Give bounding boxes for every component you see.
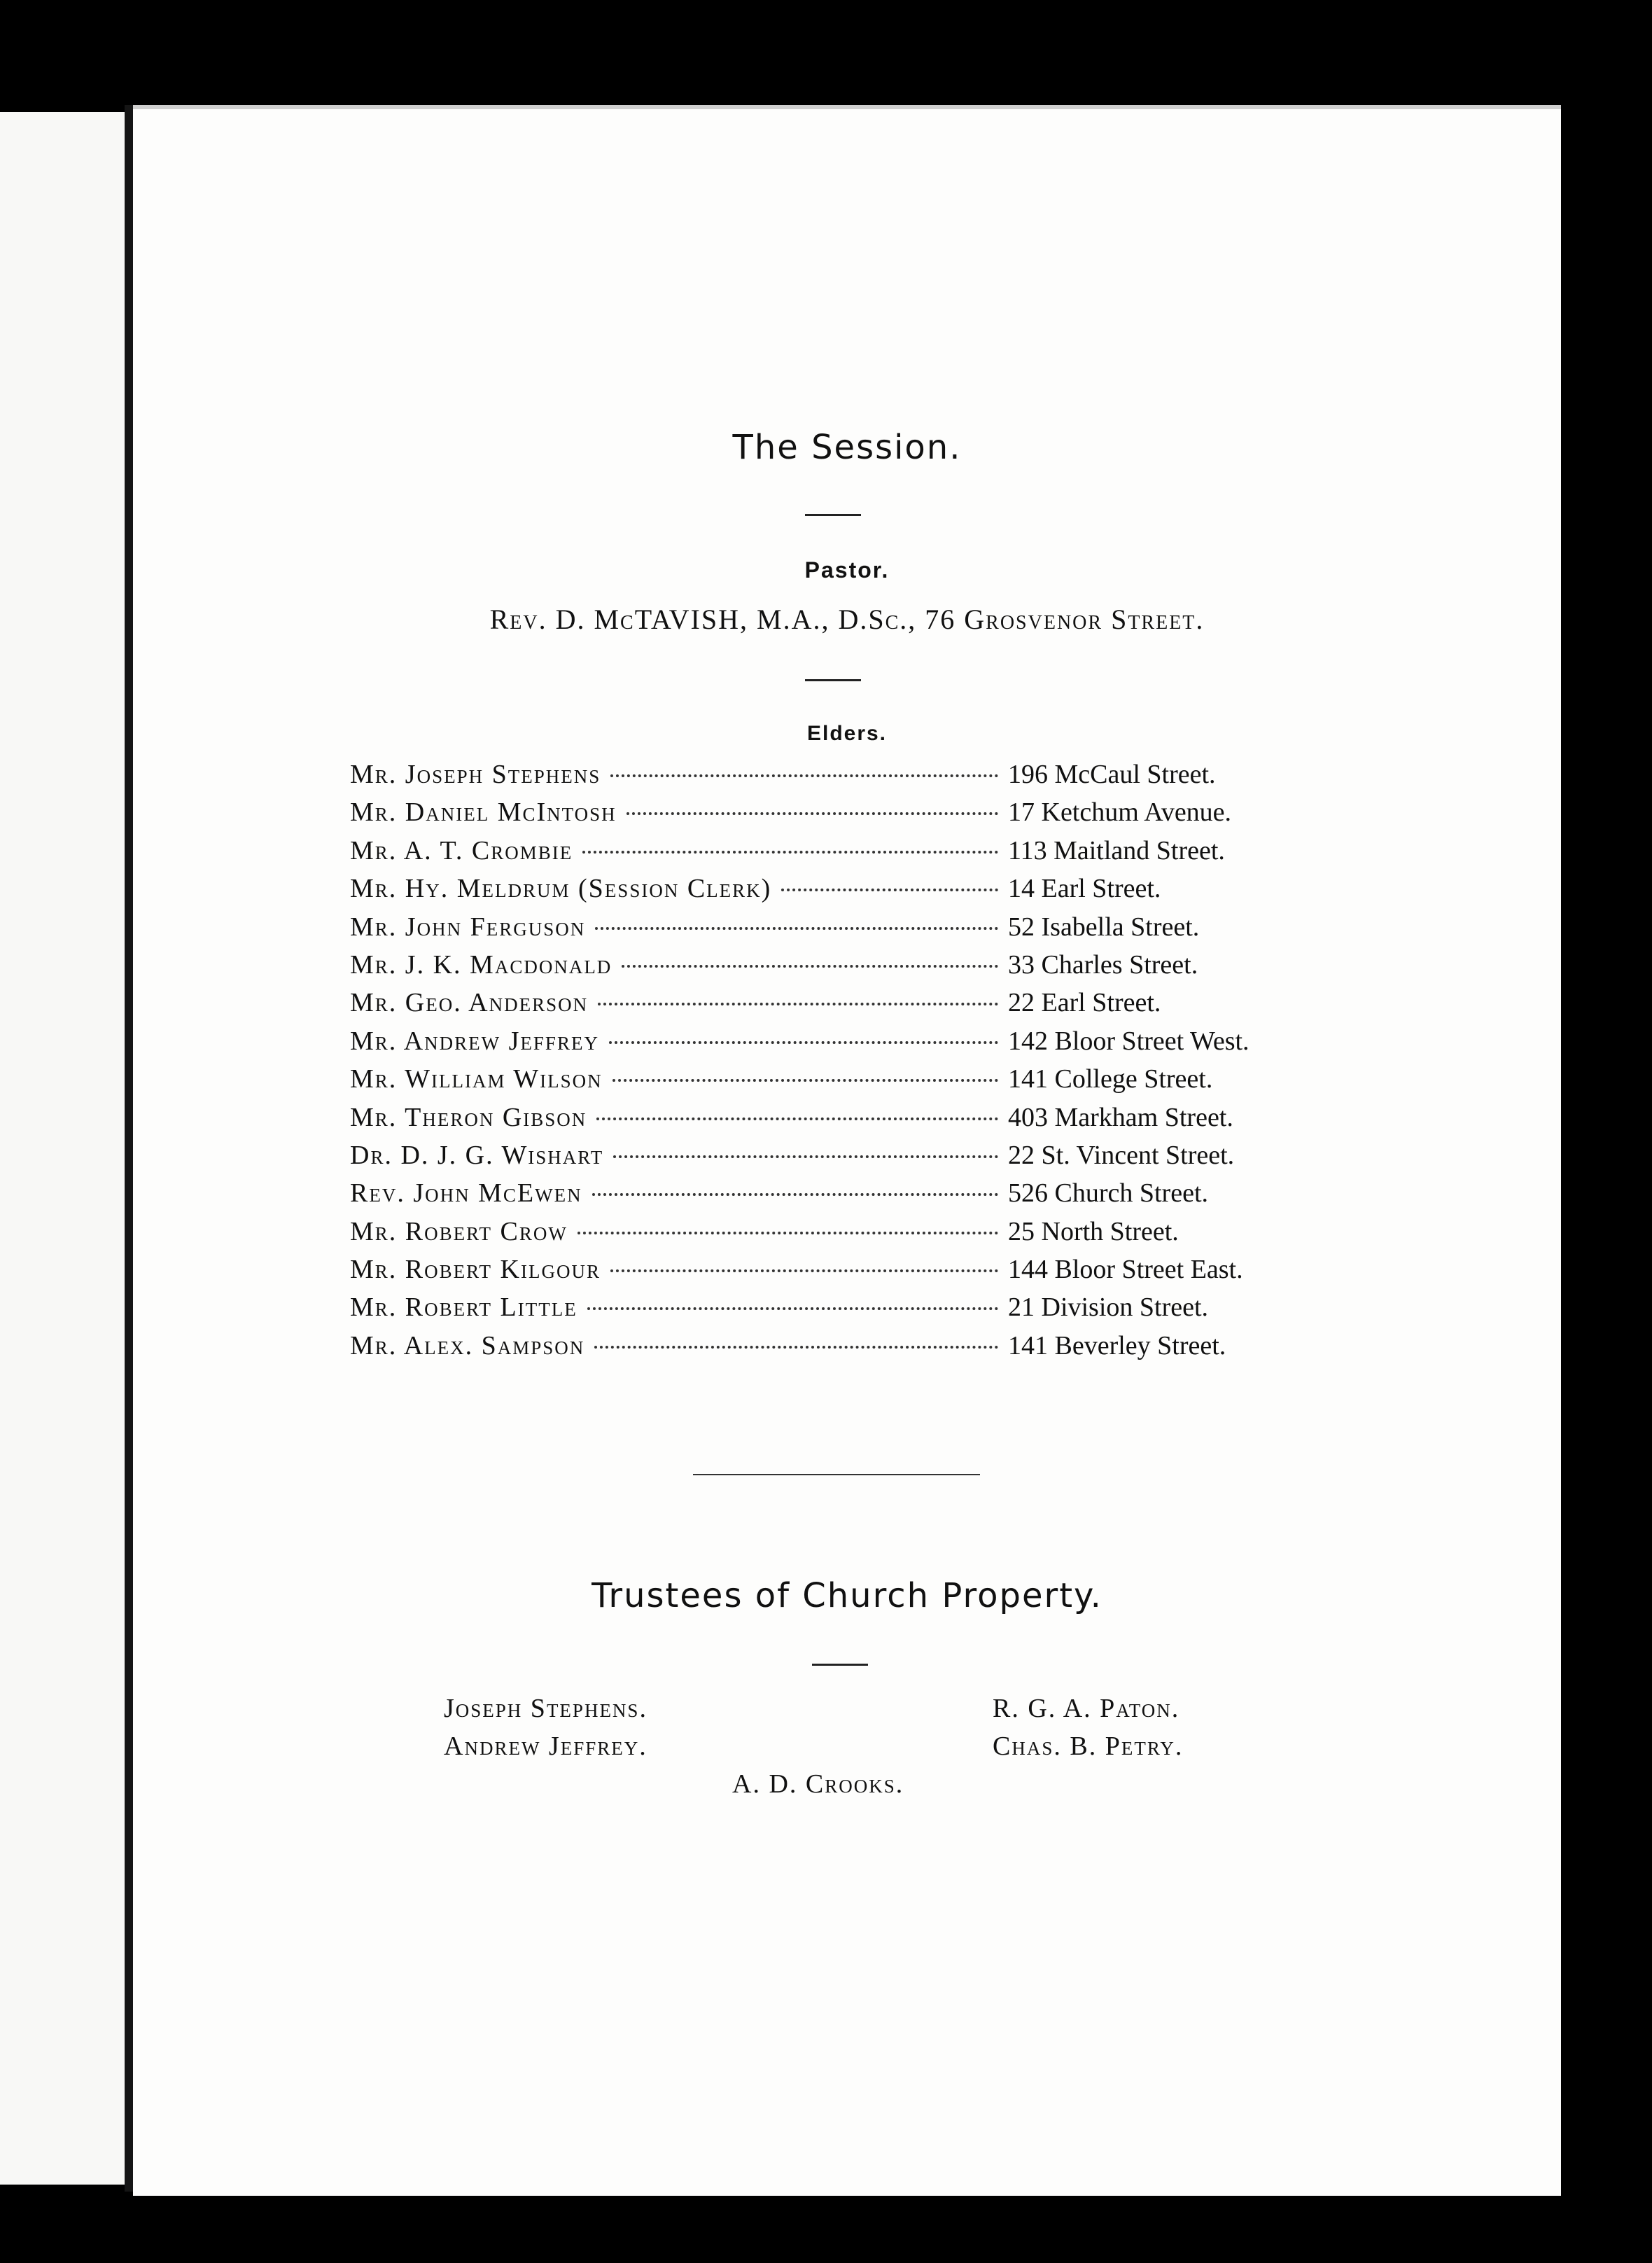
- elder-row: [350, 1330, 1330, 1368]
- elder-row: [350, 1178, 1330, 1216]
- elder-address: 14 Earl Street.: [1008, 874, 1161, 904]
- elder-address: 22 Earl Street.: [1008, 988, 1161, 1018]
- divider-rule: [812, 1664, 868, 1666]
- divider-rule: [805, 679, 861, 681]
- dot-leader: [578, 1232, 998, 1234]
- trustee-name: Chas. B. Petry.: [993, 1732, 1184, 1761]
- dot-leader: [612, 1079, 998, 1082]
- elder-address: 526 Church Street.: [1008, 1178, 1209, 1209]
- trustee-name: Andrew Jeffrey.: [444, 1732, 648, 1761]
- trustees-title: Trustees of Church Property.: [592, 1576, 1102, 1615]
- elder-row: [350, 1026, 1330, 1064]
- elder-address: 142 Bloor Street West.: [1008, 1026, 1250, 1056]
- dot-leader: [610, 774, 998, 777]
- document-page: [133, 105, 1561, 2196]
- elder-row: [350, 1216, 1330, 1254]
- elder-address: 25 North Street.: [1008, 1216, 1179, 1246]
- elder-address: 22 St. Vincent Street.: [1008, 1140, 1235, 1170]
- elder-name: Dr. D. J. G. Wishart: [350, 1140, 604, 1170]
- divider-rule: [805, 514, 861, 516]
- facing-page: [0, 112, 140, 2185]
- elder-address: 144 Bloor Street East.: [1008, 1255, 1243, 1285]
- elder-name: Mr. Theron Gibson: [350, 1102, 587, 1132]
- pastor-line: Rev. D. McTAVISH, M.A., D.Sc., 76 Grosvenor Street.: [489, 604, 1205, 635]
- dot-leader: [587, 1307, 998, 1310]
- dot-leader: [610, 1269, 998, 1272]
- elder-name: Mr. Robert Crow: [350, 1216, 568, 1246]
- elder-row: [350, 1064, 1330, 1101]
- elder-name: Mr. Robert Little: [350, 1293, 578, 1323]
- elder-name: Mr. Robert Kilgour: [350, 1255, 601, 1285]
- elder-row: [350, 1254, 1330, 1292]
- elder-name: Mr. William Wilson: [350, 1064, 603, 1094]
- elder-name: Mr. J. K. Macdonald: [350, 949, 612, 980]
- elders-heading: Elders.: [806, 722, 888, 745]
- dot-leader: [613, 1155, 998, 1158]
- elder-name: Mr. John Ferguson: [350, 912, 586, 942]
- elder-row: [350, 949, 1330, 987]
- dot-leader: [781, 889, 998, 891]
- elder-name: Mr. Andrew Jeffrey: [350, 1026, 599, 1056]
- elder-name: Mr. Hy. Meldrum (Session Clerk): [350, 874, 772, 904]
- elder-row: [350, 1292, 1330, 1330]
- elder-name: Rev. John McEwen: [350, 1178, 582, 1209]
- elder-address: 141 Beverley Street.: [1008, 1330, 1226, 1360]
- dot-leader: [595, 927, 998, 930]
- elder-row: [350, 987, 1330, 1025]
- elders-list: [350, 759, 1330, 1368]
- elder-name: Mr. Daniel McIntosh: [350, 798, 617, 828]
- elder-address: 141 College Street.: [1008, 1064, 1213, 1094]
- dot-leader: [582, 851, 998, 854]
- dot-leader: [609, 1041, 998, 1044]
- elder-row: [350, 835, 1330, 873]
- dot-leader: [592, 1193, 998, 1196]
- elder-row: [350, 797, 1330, 835]
- trustee-name: R. G. A. Paton.: [993, 1694, 1180, 1723]
- elder-name: Mr. Joseph Stephens: [350, 760, 601, 789]
- dot-leader: [596, 1117, 998, 1120]
- elder-address: 52 Isabella Street.: [1008, 912, 1200, 942]
- elder-address: 113 Maitland Street.: [1008, 835, 1225, 865]
- elder-address: 17 Ketchum Avenue.: [1008, 798, 1232, 828]
- dot-leader: [626, 812, 998, 815]
- elder-address: 196 McCaul Street.: [1008, 760, 1216, 789]
- pastor-heading: Pastor.: [804, 557, 890, 583]
- elder-name: Mr. A. T. Crombie: [350, 835, 573, 865]
- dot-leader: [598, 1003, 998, 1005]
- dot-leader: [594, 1346, 998, 1349]
- trustee-name: A. D. Crooks.: [732, 1769, 904, 1799]
- elder-row: [350, 912, 1330, 949]
- elder-row: [350, 1140, 1330, 1178]
- elder-row: [350, 759, 1330, 797]
- elder-row: [350, 873, 1330, 911]
- dot-leader: [622, 965, 998, 968]
- elder-address: 403 Markham Street.: [1008, 1102, 1233, 1132]
- elder-address: 21 Division Street.: [1008, 1293, 1209, 1323]
- book-spine: [125, 105, 133, 2192]
- elder-name: Mr. Alex. Sampson: [350, 1330, 585, 1360]
- elder-row: [350, 1102, 1330, 1140]
- section-divider: [693, 1474, 980, 1475]
- session-title: The Session.: [732, 428, 962, 467]
- elder-address: 33 Charles Street.: [1008, 949, 1198, 980]
- elder-name: Mr. Geo. Anderson: [350, 988, 589, 1018]
- trustee-name: Joseph Stephens.: [444, 1694, 648, 1723]
